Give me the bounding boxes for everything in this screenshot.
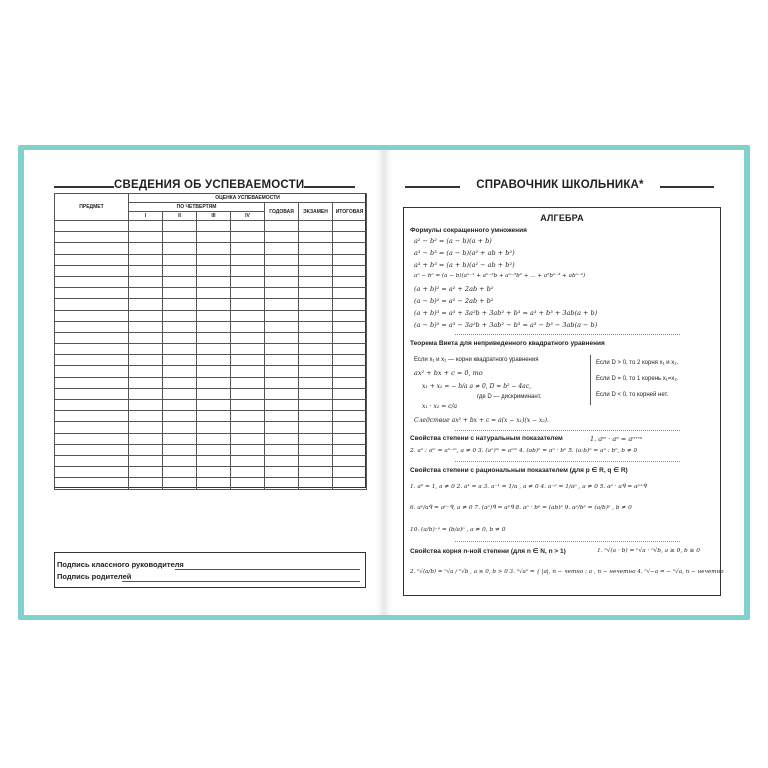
col-header-exam: ЭКЗАМЕН (299, 203, 333, 221)
table-cell[interactable] (163, 455, 197, 466)
table-row (55, 243, 367, 254)
table-cell[interactable] (265, 243, 299, 254)
table-cell[interactable] (163, 265, 197, 276)
table-cell[interactable] (129, 265, 163, 276)
table-cell[interactable] (55, 276, 129, 287)
table-cell[interactable] (163, 444, 197, 455)
table-cell[interactable] (231, 265, 265, 276)
table-cell[interactable] (197, 422, 231, 433)
table-cell[interactable] (265, 388, 299, 399)
col-header-final: ИТОГОВАЯ (333, 203, 367, 221)
table-cell[interactable] (265, 422, 299, 433)
col-header-q3: III (197, 212, 231, 221)
table-cell[interactable] (197, 433, 231, 444)
table-cell[interactable] (163, 344, 197, 355)
table-cell[interactable] (265, 310, 299, 321)
table-row (55, 366, 367, 377)
table-cell[interactable] (231, 388, 265, 399)
section-rational-powers: Свойства степени с рациональным показателем (для p ∈ R, q ∈ R) (410, 467, 628, 474)
formula-m8: (a − b)³ = a³ − 3a²b + 3ab² − b³ = a³ − b³ − 3ab(a − b) (414, 321, 598, 329)
teacher-signature-line[interactable] (175, 569, 360, 570)
table-cell[interactable] (299, 455, 333, 466)
title-rule-left (54, 186, 114, 188)
teacher-signature-label: Подпись классного руководителя (57, 560, 184, 569)
table-row (55, 344, 367, 355)
table-cell[interactable] (197, 288, 231, 299)
vieta-divider (590, 355, 591, 405)
table-cell[interactable] (163, 377, 197, 388)
table-cell[interactable] (163, 422, 197, 433)
table-cell[interactable] (299, 299, 333, 310)
formula-k2: 2. ⁿ√(a/b) = ⁿ√a / ⁿ√b , a ≥ 0, b > 0 3. ⁿ√aⁿ = { |a|, n − четно ; a , n − нечетно 4. ⁿ√−a = − ⁿ√a, n − нечетно (410, 569, 724, 575)
table-cell[interactable] (197, 332, 231, 343)
grades-title: СВЕДЕНИЯ ОБ УСПЕВАЕМОСТИ (114, 179, 305, 191)
table-cell[interactable] (265, 265, 299, 276)
reference-title: СПРАВОЧНИК ШКОЛЬНИКА* (476, 179, 644, 191)
table-cell[interactable] (197, 444, 231, 455)
table-cell[interactable] (55, 433, 129, 444)
table-cell[interactable] (55, 243, 129, 254)
table-cell[interactable] (129, 321, 163, 332)
table-cell[interactable] (55, 344, 129, 355)
table-row (55, 400, 367, 411)
table-row (55, 478, 367, 489)
table-cell[interactable] (129, 467, 163, 478)
table-cell[interactable] (231, 478, 265, 489)
table-cell[interactable] (299, 355, 333, 366)
grades-table-box (54, 193, 366, 488)
table-row (55, 388, 367, 399)
table-row (55, 254, 367, 265)
table-cell[interactable] (129, 388, 163, 399)
table-cell[interactable] (265, 332, 299, 343)
table-cell[interactable] (265, 344, 299, 355)
table-cell[interactable] (299, 221, 333, 232)
vieta-right-2: Если D = 0, то 1 корень x₁=x₂. (596, 376, 679, 382)
table-cell[interactable] (231, 377, 265, 388)
grades-table (54, 193, 367, 490)
table-cell[interactable] (163, 243, 197, 254)
table-cell[interactable] (129, 232, 163, 243)
table-cell[interactable] (197, 232, 231, 243)
formula-m2: a³ − b³ = (a − b)(a² + ab + b²) (414, 249, 515, 257)
table-cell[interactable] (333, 265, 367, 276)
col-header-q1: I (129, 212, 163, 221)
signature-box (54, 552, 366, 588)
table-cell[interactable] (299, 344, 333, 355)
table-cell[interactable] (197, 388, 231, 399)
formula-k1: 1. ⁿ√(a · b) = ⁿ√a · ⁿ√b, a ≥ 0, b ≥ 0 (597, 548, 700, 554)
table-cell[interactable] (333, 344, 367, 355)
left-page (24, 150, 383, 615)
formula-n1: 1. aᵐ · aⁿ = aⁿ⁺ᵐ (590, 435, 643, 443)
table-row (55, 299, 367, 310)
table-cell[interactable] (299, 232, 333, 243)
table-cell[interactable] (163, 400, 197, 411)
title-rule-right (304, 186, 355, 188)
table-row (55, 232, 367, 243)
table-cell[interactable] (197, 377, 231, 388)
table-cell[interactable] (129, 288, 163, 299)
table-cell[interactable] (299, 243, 333, 254)
table-cell[interactable] (197, 478, 231, 489)
table-row (55, 276, 367, 287)
table-cell[interactable] (55, 478, 129, 489)
table-cell[interactable] (333, 467, 367, 478)
table-cell[interactable] (333, 243, 367, 254)
formula-r3: 10. (a/b)⁻ᵖ = (b/a)ᵖ , a ≠ 0, b ≠ 0 (410, 527, 506, 533)
table-cell[interactable] (163, 276, 197, 287)
table-cell[interactable] (265, 288, 299, 299)
table-row (55, 444, 367, 455)
table-cell[interactable] (55, 310, 129, 321)
table-cell[interactable] (231, 310, 265, 321)
vieta-line-6: Следствие ax² + bx + c = a(x − x₁)(x − x₂). (414, 417, 549, 424)
table-cell[interactable] (299, 444, 333, 455)
table-row (55, 422, 367, 433)
table-cell[interactable] (55, 467, 129, 478)
table-cell[interactable] (265, 433, 299, 444)
table-row (55, 288, 367, 299)
table-cell[interactable] (299, 288, 333, 299)
table-row (55, 310, 367, 321)
table-cell[interactable] (129, 455, 163, 466)
table-cell[interactable] (129, 411, 163, 422)
table-cell[interactable] (265, 276, 299, 287)
table-cell[interactable] (333, 299, 367, 310)
table-cell[interactable] (197, 310, 231, 321)
table-cell[interactable] (129, 355, 163, 366)
vieta-right-3: Если D < 0, то корней нет. (596, 392, 669, 398)
formula-m4: aⁿ − bⁿ = (a − b)(aⁿ⁻¹ + aⁿ⁻²b + aⁿ⁻³b² + ... + a²bⁿ⁻³ + abⁿ⁻²) (414, 273, 586, 279)
table-row (55, 332, 367, 343)
table-cell[interactable] (163, 310, 197, 321)
table-cell[interactable] (197, 254, 231, 265)
table-cell[interactable] (163, 288, 197, 299)
table-cell[interactable] (299, 254, 333, 265)
col-header-subject: ПРЕДМЕТ (55, 194, 129, 221)
table-cell[interactable] (231, 355, 265, 366)
col-header-q2: II (163, 212, 197, 221)
table-cell[interactable] (163, 366, 197, 377)
table-row (55, 355, 367, 366)
table-cell[interactable] (55, 332, 129, 343)
col-header-quarters: ПО ЧЕТВЕРТЯМ (129, 203, 265, 212)
table-cell[interactable] (129, 299, 163, 310)
table-cell[interactable] (333, 232, 367, 243)
table-cell[interactable] (299, 478, 333, 489)
parents-signature-label: Подпись родителей (57, 572, 132, 581)
table-cell[interactable] (55, 232, 129, 243)
table-cell[interactable] (299, 400, 333, 411)
formula-r1: 1. a⁰ = 1, a ≠ 0 2. a¹ = a 3. a⁻¹ = 1/a , a ≠ 0 4. a⁻ᵖ = 1/aᵖ , a ≠ 0 5. aᵖ · aᑫ = aᵖ⁺ᑫ (410, 484, 647, 490)
table-cell[interactable] (55, 455, 129, 466)
vieta-right-1: Если D > 0, то 2 корня x₁ и x₂. (596, 360, 679, 366)
table-cell[interactable] (265, 400, 299, 411)
table-cell[interactable] (231, 422, 265, 433)
table-cell[interactable] (265, 232, 299, 243)
table-cell[interactable] (55, 288, 129, 299)
table-cell[interactable] (231, 444, 265, 455)
vieta-line-2: ax² + bx + c = 0, то (414, 369, 483, 377)
table-cell[interactable] (231, 288, 265, 299)
table-cell[interactable] (55, 265, 129, 276)
table-cell[interactable] (265, 444, 299, 455)
formula-m6: (a − b)² = a² − 2ab + b² (414, 297, 494, 305)
table-cell[interactable] (299, 332, 333, 343)
table-cell[interactable] (197, 411, 231, 422)
table-cell[interactable] (333, 411, 367, 422)
table-row (55, 321, 367, 332)
table-cell[interactable] (333, 400, 367, 411)
table-cell[interactable] (55, 377, 129, 388)
table-cell[interactable] (231, 411, 265, 422)
table-cell[interactable] (129, 478, 163, 489)
table-cell[interactable] (333, 321, 367, 332)
table-cell[interactable] (265, 299, 299, 310)
table-cell[interactable] (299, 467, 333, 478)
section-roots: Свойства корня n-ной степени (для n ∈ N, n > 1) (410, 548, 566, 555)
table-cell[interactable] (333, 221, 367, 232)
table-cell[interactable] (55, 411, 129, 422)
separator (455, 541, 680, 542)
section-multiplication: Формулы сокращенного умножения (410, 227, 527, 234)
table-cell[interactable] (299, 377, 333, 388)
table-row (55, 455, 367, 466)
table-cell[interactable] (231, 433, 265, 444)
table-cell[interactable] (163, 355, 197, 366)
table-cell[interactable] (197, 366, 231, 377)
table-cell[interactable] (265, 411, 299, 422)
table-cell[interactable] (231, 299, 265, 310)
separator (455, 430, 680, 431)
table-cell[interactable] (299, 366, 333, 377)
table-cell[interactable] (231, 400, 265, 411)
formula-m3: a³ + b³ = (a + b)(a² − ab + b²) (414, 261, 515, 269)
table-cell[interactable] (129, 444, 163, 455)
section-vieta: Теорема Виета для неприведенного квадратного уравнения (410, 340, 605, 347)
table-cell[interactable] (197, 467, 231, 478)
vieta-line-5: x₁ · x₂ = c/a (422, 403, 458, 410)
separator (455, 461, 680, 462)
table-cell[interactable] (163, 388, 197, 399)
vieta-line-3: x₁ + x₂ = − b/a a ≠ 0, D = b² − 4ac, (422, 383, 531, 390)
table-cell[interactable] (231, 321, 265, 332)
table-cell[interactable] (333, 254, 367, 265)
table-cell[interactable] (197, 455, 231, 466)
table-cell[interactable] (55, 388, 129, 399)
formula-m1: a² − b² = (a − b)(a + b) (414, 237, 492, 245)
table-cell[interactable] (231, 232, 265, 243)
col-header-q4: IV (231, 212, 265, 221)
table-cell[interactable] (197, 344, 231, 355)
table-cell[interactable] (197, 243, 231, 254)
formula-m7: (a + b)³ = a³ + 3a²b + 3ab² + b³ = a³ + b³ + 3ab(a + b) (414, 309, 598, 317)
table-cell[interactable] (333, 332, 367, 343)
table-cell[interactable] (333, 478, 367, 489)
table-cell[interactable] (265, 321, 299, 332)
table-cell[interactable] (197, 355, 231, 366)
table-row (55, 265, 367, 276)
table-cell[interactable] (55, 366, 129, 377)
table-cell[interactable] (163, 478, 197, 489)
table-cell[interactable] (333, 455, 367, 466)
table-cell[interactable] (129, 433, 163, 444)
table-cell[interactable] (333, 310, 367, 321)
table-cell[interactable] (333, 377, 367, 388)
table-cell[interactable] (197, 299, 231, 310)
vieta-line-4: где D — дискриминант. (477, 394, 542, 400)
table-cell[interactable] (163, 467, 197, 478)
table-cell[interactable] (129, 377, 163, 388)
table-cell[interactable] (231, 467, 265, 478)
table-cell[interactable] (265, 366, 299, 377)
table-row (55, 377, 367, 388)
table-cell[interactable] (197, 276, 231, 287)
vieta-line-1: Если x₁ и x₂ — корни квадратного уравнения (414, 357, 539, 363)
table-cell[interactable] (333, 366, 367, 377)
table-cell[interactable] (129, 400, 163, 411)
table-cell[interactable] (231, 332, 265, 343)
table-cell[interactable] (265, 221, 299, 232)
table-cell[interactable] (333, 388, 367, 399)
table-cell[interactable] (197, 400, 231, 411)
table-cell[interactable] (129, 332, 163, 343)
table-cell[interactable] (129, 310, 163, 321)
col-header-grades: ОЦЕНКА УСПЕВАЕМОСТИ (129, 194, 367, 203)
section-natural-powers: Свойства степени с натуральным показателем (410, 435, 563, 442)
table-cell[interactable] (333, 288, 367, 299)
table-cell[interactable] (231, 455, 265, 466)
table-cell[interactable] (265, 455, 299, 466)
table-cell[interactable] (163, 299, 197, 310)
subject-title: АЛГЕБРА (540, 213, 584, 223)
table-cell[interactable] (231, 221, 265, 232)
table-cell[interactable] (163, 411, 197, 422)
ref-title-rule-right (660, 186, 714, 188)
table-cell[interactable] (197, 265, 231, 276)
table-cell[interactable] (299, 433, 333, 444)
formula-r2: 6. aᵖ/aᑫ = aᵖ⁻ᑫ, a ≠ 0 7. (aᵖ)ᑫ = aᵖᑫ 8. aᵖ · bᵖ = (ab)ᵖ 9. aᵖ/bᵖ = (a/b)ᵖ , b ≠ 0 (410, 505, 632, 511)
table-cell[interactable] (129, 366, 163, 377)
table-cell[interactable] (55, 355, 129, 366)
table-row (55, 467, 367, 478)
table-cell[interactable] (197, 221, 231, 232)
table-cell[interactable] (299, 321, 333, 332)
table-cell[interactable] (265, 377, 299, 388)
formula-m5: (a + b)² = a² + 2ab + b² (414, 285, 494, 293)
table-cell[interactable] (231, 243, 265, 254)
table-cell[interactable] (129, 243, 163, 254)
table-cell[interactable] (299, 276, 333, 287)
table-cell[interactable] (129, 344, 163, 355)
table-cell[interactable] (231, 366, 265, 377)
table-cell[interactable] (163, 254, 197, 265)
table-cell[interactable] (163, 433, 197, 444)
table-cell[interactable] (163, 332, 197, 343)
table-cell[interactable] (231, 276, 265, 287)
table-cell[interactable] (231, 344, 265, 355)
table-cell[interactable] (333, 444, 367, 455)
col-header-yearly: ГОДОВАЯ (265, 203, 299, 221)
table-cell[interactable] (333, 422, 367, 433)
table-cell[interactable] (265, 355, 299, 366)
table-cell[interactable] (299, 422, 333, 433)
table-cell[interactable] (129, 276, 163, 287)
table-cell[interactable] (333, 433, 367, 444)
table-cell[interactable] (55, 321, 129, 332)
table-cell[interactable] (197, 321, 231, 332)
table-cell[interactable] (299, 310, 333, 321)
table-cell[interactable] (55, 221, 129, 232)
table-cell[interactable] (55, 400, 129, 411)
table-cell[interactable] (163, 221, 197, 232)
table-cell[interactable] (129, 221, 163, 232)
right-page (385, 150, 744, 615)
table-cell[interactable] (129, 422, 163, 433)
parents-signature-line[interactable] (122, 581, 360, 582)
separator (455, 334, 680, 335)
table-cell[interactable] (333, 276, 367, 287)
table-cell[interactable] (265, 478, 299, 489)
table-cell[interactable] (265, 254, 299, 265)
table-cell[interactable] (299, 388, 333, 399)
table-cell[interactable] (55, 299, 129, 310)
table-cell[interactable] (231, 254, 265, 265)
table-row (55, 433, 367, 444)
table-row (55, 411, 367, 422)
table-cell[interactable] (163, 321, 197, 332)
table-row (55, 221, 367, 232)
table-cell[interactable] (55, 254, 129, 265)
table-cell[interactable] (129, 254, 163, 265)
ref-title-rule-left (405, 186, 460, 188)
formula-n2: 2. aⁿ : aᵐ = aⁿ⁻ᵐ, a ≠ 0 3. (aⁿ)ᵐ = aⁿᵐ 4. (ab)ⁿ = aⁿ · bⁿ 5. (a:b)ⁿ = aⁿ : bⁿ, b ≠ 0 (410, 448, 638, 454)
table-cell[interactable] (55, 422, 129, 433)
table-cell[interactable] (265, 467, 299, 478)
table-cell[interactable] (299, 411, 333, 422)
table-cell[interactable] (333, 355, 367, 366)
table-cell[interactable] (55, 444, 129, 455)
table-cell[interactable] (163, 232, 197, 243)
table-cell[interactable] (299, 265, 333, 276)
